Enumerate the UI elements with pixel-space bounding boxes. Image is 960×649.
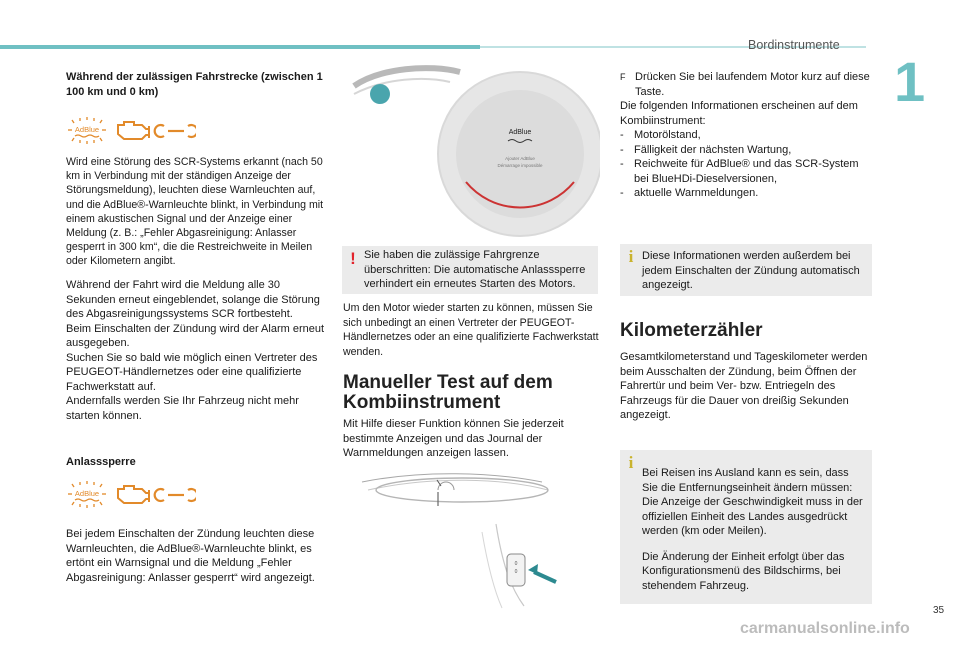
visit-dealer-line: Suchen Sie so bald wie möglich einen Vertreter des PEUGEOT-Händlernetzes oder eine qualifizierte Fachwerkstatt auf. <box>66 351 318 393</box>
display-indicator-dot <box>370 84 390 104</box>
warning-lights-row-1 <box>66 117 196 145</box>
manual-test-heading: Manueller Test auf dem Kombiinstrument <box>343 372 553 413</box>
heading-start-lock: Anlasssperre <box>66 456 136 468</box>
odometer-paragraph: Gesamtkilometerstand und Tageskilometer werden beim Ausschalten der Zündung, beim Öffnen der Fahrertür und beim Ver- bzw. Entriegeln des Fahrzeugs für die Dauer von dreißig Sekunden angezeigt. <box>620 351 868 421</box>
odometer-heading: Kilometerzähler <box>620 320 763 341</box>
pointer-arrow-icon <box>528 564 538 574</box>
wrench-service-icon <box>155 489 196 501</box>
heading-allowed-distance: Während der zulässigen Fahrstrecke (zwischen 1 100 km und 0 km) <box>66 71 323 98</box>
warning-note-box <box>342 246 598 294</box>
no-start-line: Andernfalls werden Sie Ihr Fahrzeug nicht mehr starten können. <box>66 395 299 422</box>
message-repeat-line: Während der Fahrt wird die Meldung alle 30 Sekunden erneut eingeblendet, solange die Störung des Abgasreinigungssystems SCR fortbesteht. <box>66 279 320 320</box>
svg-text:0: 0 <box>514 569 518 575</box>
info-icon: i <box>628 247 634 266</box>
scr-fault-paragraph: Wird eine Störung des SCR-Systems erkannt (nach 50 km in Verbindung mit der ständigen Anzeige der Störungsmeldung), leuchten diese Warnleuchten auf, und die AdBlue®-Warnleuchte blinkt, in Verbindung mit einem akustischen Signal und der Anzeige einer Meldung (z. B.: „Fehler Abgasreinigung: Anlasser gesperrt in 300 km“, die die Restreichweite in Meilen oder Kilometern angibt. <box>66 156 324 268</box>
press-button-step <box>620 70 870 99</box>
step-bullet-icon: F <box>620 72 626 82</box>
wrench-service-icon <box>155 125 196 137</box>
display-message-1: Ajouter AdBlue <box>505 156 535 161</box>
info-list-block <box>620 99 872 201</box>
list-item: - Reichweite für AdBlue® und das SCR-System bei BlueHDi-Dieselversionen, <box>620 157 872 186</box>
info-icon: i <box>628 453 634 472</box>
info-note-box <box>620 244 872 296</box>
chapter-number: 1 <box>894 50 926 113</box>
section-title: Bordinstrumente <box>748 38 840 52</box>
page-number: 35 <box>933 605 945 616</box>
ignition-paragraph: Bei jedem Einschalten der Zündung leuchten diese Warnleuchten, die AdBlue®-Warnleuchte blinkt, es ertönt ein Warnsignal und die Meldung „Fehler Abgasreinigung: Anlasser gesperrt“ wird angezeigt. <box>66 528 315 584</box>
warning-lights-row-2 <box>66 481 196 509</box>
engine-warning-icon <box>118 122 149 139</box>
list-item: - Motorölstand, <box>620 128 872 143</box>
adblue-icon-label: AdBlue <box>74 489 100 498</box>
dashboard-button-illustration <box>342 462 600 610</box>
display-adblue-label: AdBlue <box>508 129 532 136</box>
header-accent-bar <box>0 45 480 49</box>
manual-test-intro: Mit Hilfe dieser Funktion können Sie jederzeit bestimmte Anzeigen und das Journal der Warnmeldungen anzeigen lassen. <box>343 418 564 459</box>
travel-note-line: Die Änderung der Einheit erfolgt über das Konfigurationsmenü des Bildschirms, bei stehendem Fahrzeug. <box>642 550 845 592</box>
travel-note-box <box>620 450 872 604</box>
display-message-2: Démarrage impossible <box>497 163 543 168</box>
travel-note-line: Bei Reisen ins Ausland kann es sein, dass Sie die Entfernungseinheit ändern müssen: Die Anzeige der Geschwindigkeit muss in der offiziellen Einheit des Landes ausgedrückt werden (km oder Meilen). <box>642 467 863 537</box>
travel-note-text <box>642 455 866 604</box>
footer-watermark: carmanualsonline.info <box>740 620 910 637</box>
adblue-icon-label: AdBlue <box>74 125 100 134</box>
warning-note-text: Sie haben die zulässige Fahrgrenze überschritten: Die automatische Anlasssperre verhindert ein erneutes Starten des Motors. <box>364 249 586 290</box>
list-item: - aktuelle Warnmeldungen. <box>620 186 872 201</box>
info-note-text: Diese Informationen werden außerdem bei jedem Einschalten der Zündung automatisch angezeigt. <box>642 250 860 291</box>
instrument-display-illustration <box>340 64 600 240</box>
driving-message-paragraph <box>66 278 328 423</box>
alarm-repeat-line: Beim Einschalten der Zündung wird der Alarm erneut ausgegeben. <box>66 322 325 349</box>
restart-paragraph: Um den Motor wieder starten zu können, müssen Sie sich unbedingt an einen Vertreter der PEUGEOT-Händlernetzes oder an eine qualifizierte Fachwerkstatt wenden. <box>343 302 599 358</box>
svg-text:0: 0 <box>514 561 518 567</box>
step-text: Drücken Sie bei laufendem Motor kurz auf diese Taste. <box>635 71 870 98</box>
engine-warning-icon <box>118 486 149 503</box>
info-list <box>620 128 872 201</box>
warning-exclamation-icon: ! <box>350 249 356 268</box>
info-intro: Die folgenden Informationen erscheinen auf dem Kombiinstrument: <box>620 100 858 127</box>
list-item: - Fälligkeit der nächsten Wartung, <box>620 143 872 158</box>
